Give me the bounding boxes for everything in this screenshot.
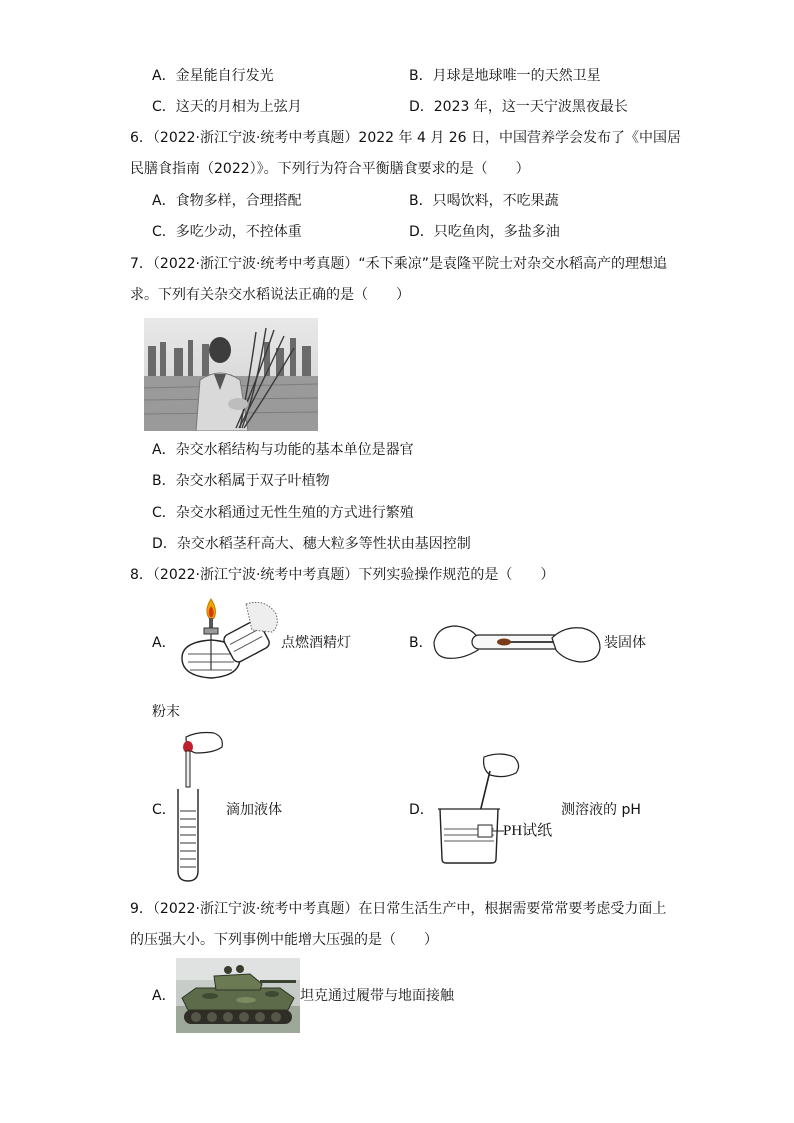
q6-option-d: D．只吃鱼肉，多盐多油 bbox=[409, 224, 560, 240]
dropper-test-tube-figure bbox=[170, 731, 225, 884]
q8-label-d: D． bbox=[409, 802, 434, 818]
q9-stem-line2: 的压强大小。下列事例中能增大压强的是（ ） bbox=[130, 932, 438, 948]
q8-caption-c: 滴加液体 bbox=[226, 802, 282, 818]
q9-caption-a: 坦克通过履带与地面接触 bbox=[300, 988, 454, 1004]
test-tube-powder-figure bbox=[432, 620, 604, 666]
ph-test-beaker-figure bbox=[434, 751, 524, 866]
q5-option-a: A．金星能自行发光 bbox=[152, 68, 274, 84]
q6-stem-line2: 民膳食指南（2022）》。下列行为符合平衡膳食要求的是（ ） bbox=[130, 161, 530, 177]
alcohol-lamp-figure bbox=[176, 596, 281, 689]
q8-label-b: B． bbox=[409, 635, 433, 651]
q5-option-c: C．这天的月相为上弦月 bbox=[152, 99, 302, 115]
ph-paper-label: PH试纸 bbox=[503, 823, 553, 839]
q8-label-a: A． bbox=[152, 635, 176, 651]
q6-option-c: C．多吃少动，不控体重 bbox=[152, 224, 302, 240]
q6-option-b: B．只喝饮料，不吃果蔬 bbox=[409, 193, 559, 209]
q7-option-b: B．杂交水稻属于双子叶植物 bbox=[152, 473, 330, 489]
q8-caption-b: 装固体 bbox=[604, 635, 646, 651]
q9-stem-line1: 9．（2022·浙江宁波·统考中考真题）在日常生活生产中，根据需要常常要考虑受力面上 bbox=[130, 901, 667, 917]
q7-option-c: C．杂交水稻通过无性生殖的方式进行繁殖 bbox=[152, 505, 414, 521]
q8-caption-b-continued: 粉末 bbox=[152, 704, 180, 720]
q9-label-a: A． bbox=[152, 988, 176, 1004]
q5-option-b: B．月球是地球唯一的天然卫星 bbox=[409, 68, 601, 84]
q8-caption-a: 点燃酒精灯 bbox=[281, 635, 351, 651]
q7-stem-line2: 求。下列有关杂交水稻说法正确的是（ ） bbox=[130, 287, 410, 303]
rice-field-photo bbox=[144, 318, 318, 431]
q7-option-d: D．杂交水稻茎秆高大、穗大粒多等性状由基因控制 bbox=[152, 536, 471, 552]
q8-label-c: C． bbox=[152, 802, 176, 818]
q8-stem: 8．（2022·浙江宁波·统考中考真题）下列实验操作规范的是（ ） bbox=[130, 567, 555, 583]
q6-stem-line1: 6．（2022·浙江宁波·统考中考真题）2022 年 4 月 26 日，中国营养学会发布了《中国居 bbox=[130, 130, 682, 146]
q7-stem-line1: 7．（2022·浙江宁波·统考中考真题）“禾下乘凉”是袁隆平院士对杂交水稻高产的理想追 bbox=[130, 256, 667, 272]
tank-photo bbox=[176, 958, 300, 1033]
q8-caption-d: 测溶液的 pH bbox=[561, 802, 641, 818]
q7-option-a: A．杂交水稻结构与功能的基本单位是器官 bbox=[152, 442, 414, 458]
q5-option-d: D．2023 年，这一天宁波黑夜最长 bbox=[409, 99, 628, 115]
q6-option-a: A．食物多样，合理搭配 bbox=[152, 193, 302, 209]
